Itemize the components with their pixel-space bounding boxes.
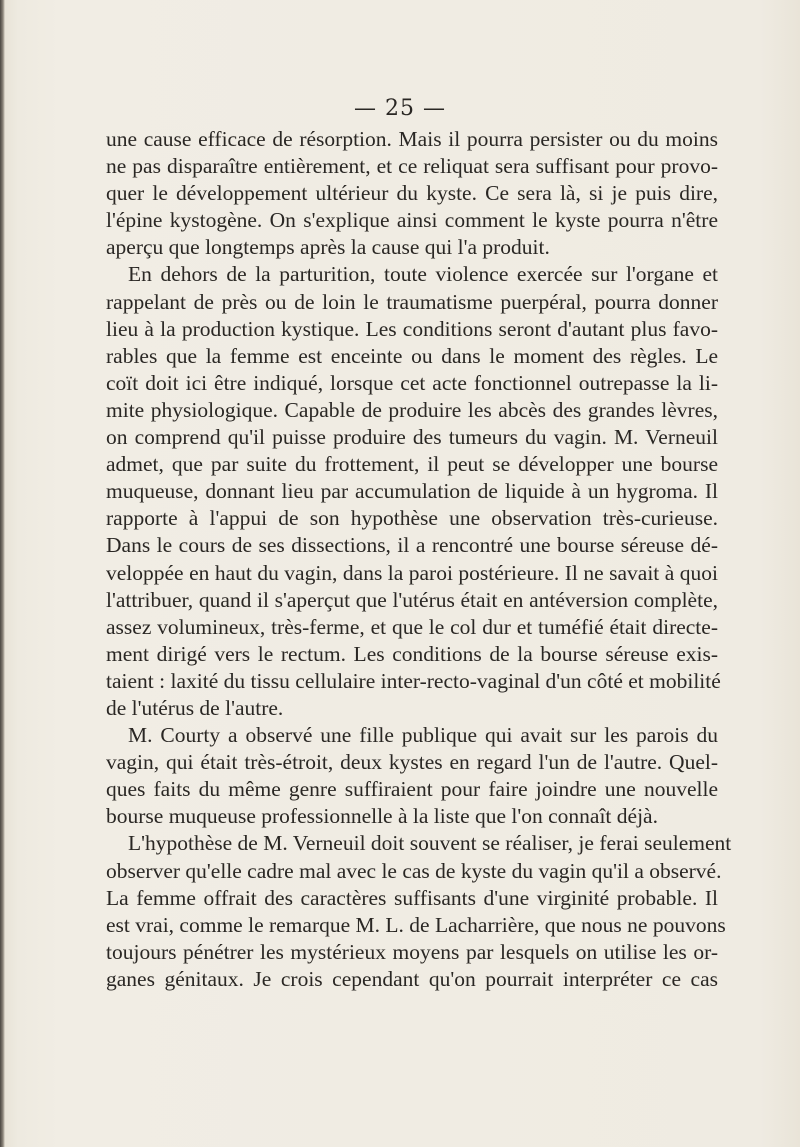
page-left-edge-shadow xyxy=(0,0,5,1147)
text-line: La femme offrait des caractères suffisants d'une virginité probable. Il xyxy=(106,885,718,910)
text-line: M. Courty a observé une fille publique qui avait sur les parois du xyxy=(128,723,718,748)
text-line: ganes génitaux. Je crois cependant qu'on pourrait interpréter ce cas xyxy=(106,966,718,991)
text-line: observer qu'elle cadre mal avec le cas de kyste du vagin qu'il a observé. xyxy=(106,858,722,883)
text-line: toujours pénétrer les mystérieux moyens par lesquels on utilise les or- xyxy=(106,939,718,964)
page-number: — 25 — xyxy=(354,96,446,121)
text-line: bourse muqueuse professionnelle à la liste que l'on connaît déjà. xyxy=(106,804,658,829)
text-line: ne pas disparaître entièrement, et ce reliquat sera suffisant pour provo- xyxy=(106,154,718,179)
text-line: taient : laxité du tissu cellulaire inter-recto-vaginal d'un côté et mobilité xyxy=(106,668,721,693)
text-line: admet, que par suite du frottement, il peut se développer une bourse xyxy=(106,452,718,477)
text-line: l'épine kystogène. On s'explique ainsi comment le kyste pourra n'être xyxy=(106,208,718,233)
text-line: on comprend qu'il puisse produire des tumeurs du vagin. M. Verneuil xyxy=(106,425,718,450)
text-line: ques faits du même genre suffiraient pour faire joindre une nouvelle xyxy=(106,777,718,802)
text-line: une cause efficace de résorption. Mais il pourra persister ou du moins xyxy=(106,127,718,151)
text-line: quer le développement ultérieur du kyste. Ce sera là, si je puis dire, xyxy=(106,181,718,206)
text-line: rables que la femme est enceinte ou dans le moment des règles. Le xyxy=(106,343,718,368)
text-line: mite physiologique. Capable de produire les abcès des grandes lèvres, xyxy=(106,397,718,422)
text-line: de l'utérus de l'autre. xyxy=(106,695,284,720)
text-line: muqueuse, donnant lieu par accumulation de liquide à un hygroma. Il xyxy=(106,479,718,504)
text-line: L'hypothèse de M. Verneuil doit souvent se réaliser, je ferai seulement xyxy=(128,831,732,856)
text-line: est vrai, comme le remarque M. L. de Lacharrière, que nous ne pouvons xyxy=(106,912,726,937)
text-line: lieu à la production kystique. Les conditions seront d'autant plus favo- xyxy=(106,316,718,341)
text-line: assez volumineux, très-ferme, et que le col dur et tuméfié était directe- xyxy=(106,614,718,639)
text-line: veloppée en haut du vagin, dans la paroi postérieure. Il ne savait à quoi xyxy=(106,560,718,585)
body-text xyxy=(106,126,732,993)
text-line: rapporte à l'appui de son hypothèse une observation très-curieuse. xyxy=(106,506,718,531)
text-line: En dehors de la parturition, toute violence exercée sur l'organe et xyxy=(128,262,718,287)
text-line: l'attribuer, quand il s'aperçut que l'utérus était en antéversion complète, xyxy=(106,587,718,612)
text-line: vagin, qui était très-étroit, deux kystes en regard l'un de l'autre. Quel- xyxy=(106,750,718,775)
text-line: rappelant de près ou de loin le traumatisme puerpéral, pourra donner xyxy=(106,289,718,314)
text-line: Dans le cours de ses dissections, il a rencontré une bourse séreuse dé- xyxy=(106,533,718,558)
text-line: aperçu que longtemps après la cause qui l'a produit. xyxy=(106,235,550,260)
text-line: coït doit ici être indiqué, lorsque cet acte fonctionnel outrepasse la li- xyxy=(106,370,718,395)
text-line: ment dirigé vers le rectum. Les conditions de la bourse séreuse exis- xyxy=(106,641,718,666)
